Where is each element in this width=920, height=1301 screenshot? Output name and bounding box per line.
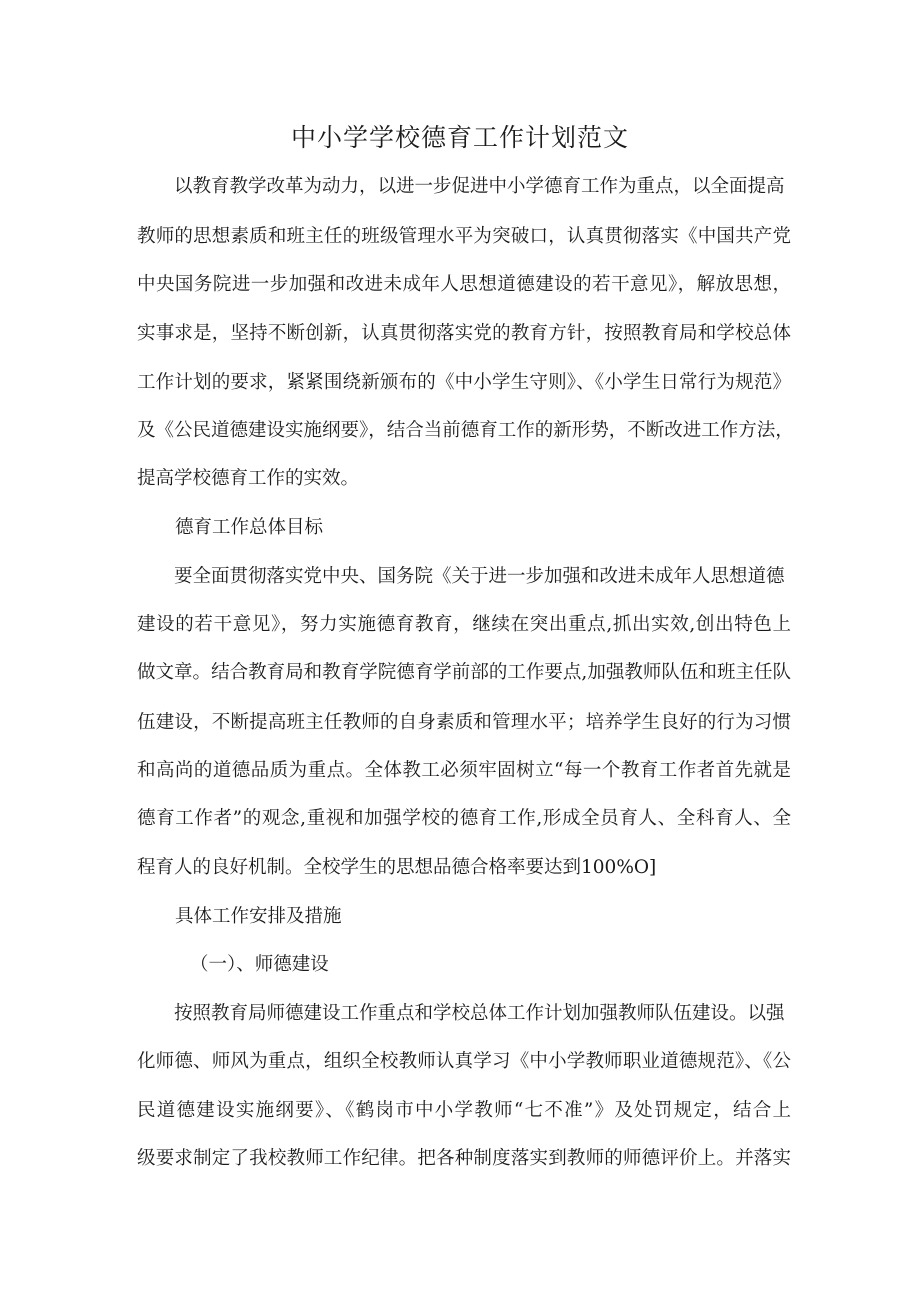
section-heading: 德育工作总体目标 xyxy=(175,517,324,538)
paragraph-line: 实事求是，坚持不断创新，认真贯彻落实党的教育方针，按照教育局和学校总体 xyxy=(137,323,791,344)
paragraph-line: 级要求制定了我校教师工作纪律。把各种制度落实到教师的师德评价上。并落实 xyxy=(137,1148,791,1169)
paragraph-line: 程育人的良好机制。全校学生的思想品德合格率要达到100%O] xyxy=(137,857,657,878)
paragraph-line: 提高学校德育工作的实效。 xyxy=(137,468,360,489)
section-heading: 具体工作安排及措施 xyxy=(175,906,342,927)
paragraph-line: 建设的若干意见》，努力实施德育教育，继续在突出重点,抓出实效,创出特色上 xyxy=(137,614,791,635)
paragraph-line: 及《公民道德建设实施纲要》，结合当前德育工作的新形势，不断改进工作方法， xyxy=(137,420,794,441)
paragraph-line: 和高尚的道德品质为重点。全体教工必须牢固树立“每一个教育工作者首先就是 xyxy=(137,760,791,781)
document-title: 中小学学校德育工作计划范文 xyxy=(290,123,629,152)
paragraph-line: 化师德、师风为重点，组织全校教师认真学习《中小学教师职业道德规范》、《公 xyxy=(137,1051,791,1072)
paragraph-line: 中央国务院进一步加强和改进未成年人思想道德建设的若干意见》，解放思想， xyxy=(137,274,791,295)
paragraph-line: 做文章。结合教育局和教育学院德育学前部的工作要点,加强教师队伍和班主任队 xyxy=(137,662,791,683)
subsection-heading: （一）、师德建设 xyxy=(190,954,329,975)
paragraph-line: 要全面贯彻落实党中央、国务院《关于进一步加强和改进未成年人思想道德 xyxy=(174,566,785,587)
paragraph-line: 以教育教学改革为动力，以进一步促进中小学德育工作为重点，以全面提高 xyxy=(174,176,785,197)
paragraph-line: 德育工作者”的观念,重视和加强学校的德育工作,形成全员育人、全科育人、全 xyxy=(137,808,791,829)
paragraph-line: 教师的思想素质和班主任的班级管理水平为突破口，认真贯彻落实《中国共产党 xyxy=(137,226,791,247)
paragraph-line: 民道德建设实施纲要》、《鹤岗市中小学教师“七不准”》及处罚规定，结合上 xyxy=(137,1100,791,1121)
paragraph-line: 按照教育局师德建设工作重点和学校总体工作计划加强教师队伍建设。以强 xyxy=(174,1003,785,1024)
paragraph-line: 伍建设，不断提高班主任教师的自身素质和管理水平；培养学生良好的行为习惯 xyxy=(137,712,791,733)
paragraph-line: 工作计划的要求，紧紧围绕新颁布的《中小学生守则》、《小学生日常行为规范》 xyxy=(137,372,791,393)
